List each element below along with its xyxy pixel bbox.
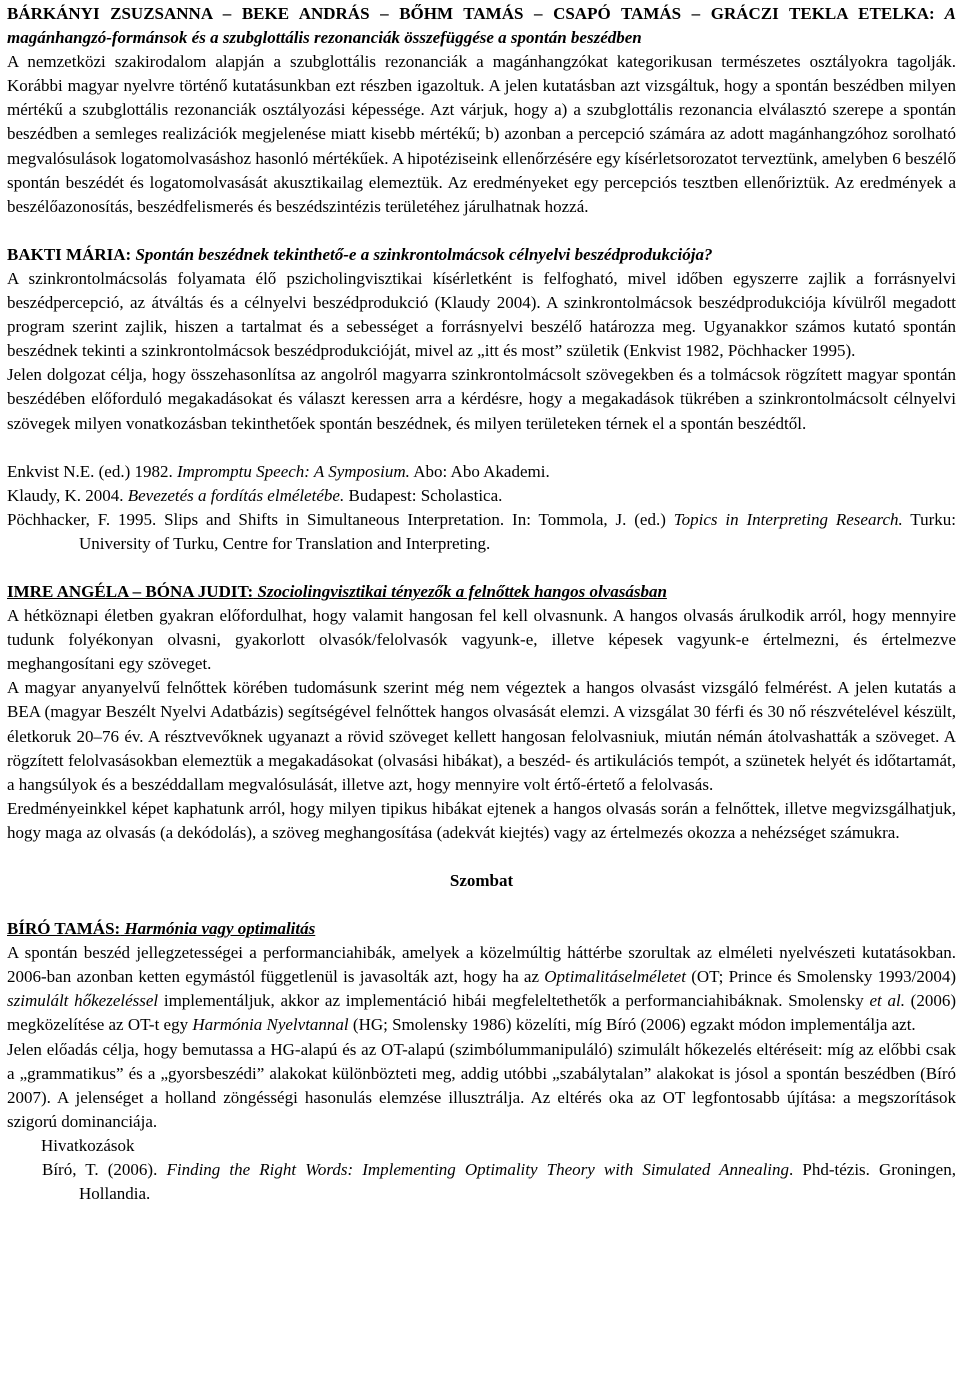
abstract-3: [7, 580, 956, 845]
abstract-4: [7, 917, 956, 1206]
abstract-4-authors: BÍRÓ TAMÁS:: [7, 919, 121, 939]
abstract-2: [7, 243, 956, 556]
abstract-2-paragraph-2: Jelen dolgozat célja, hogy összehasonlítsa az angolról magyarra szinkrontolmácsolt szövegekben és a tolmácsok rögzített magyar spontán beszédében előforduló megakadásokat és választ keressen arra a kérdésre, hogy a megakadások tükrében a szinkrontolmácsolt célnyelvi szövegek milyen vonatkozásban tekinthetőek spontán beszédnek, és milyen területeken térnek el a spontán beszédtől.: [7, 365, 956, 433]
day-heading: Szombat: [449, 871, 514, 890]
abstract-3-title: Szociolingvisztikai tényezők a felnőttek hangos olvasásban: [257, 581, 667, 601]
abstract-2-paragraph-1: A szinkrontolmácsolás folyamata élő pszicholingvisztikai kísérletként is felfogható, mivel időben egyszerre zajlik a forrásnyelvi beszédpercepció, az átváltás és a célnyelvi beszédprodukció (Klaudy 2004). A szinkrontolmácsok beszédprodukciója kívülről megadott program szerint zajlik, hiszen a tartalmat és a sebességet a forrásnyelvi beszélő határozza meg. Ugyanakkor számos kutató spontán beszédnek tekinti a szinkrontolmácsok beszédprodukcióját, mivel az „itt és most” születik (Enkvist 1982, Pöchhacker 1995).: [7, 268, 956, 361]
abstract-3-paragraph-3: Eredményeinkkel képet kaphatunk arról, hogy milyen tipikus hibákat ejtenek a hangos olvasás során a felnőttek, illetve megvizsgálhatjuk, hogy maga az olvasás (a dekódolás), a szöveg meghangosítása (adekvát kiejtés) vagy az értelmezés okozza a nehézséget számukra.: [7, 798, 956, 842]
reference-item: Bíró, T. (2006). Finding the Right Words: Implementing Optimality Theory with Simulated Annealing. Phd-tézis. Groningen, Hollandia.: [42, 1160, 956, 1204]
abstract-1-text: A nemzetközi szakirodalom alapján a szubglottális rezonanciák a magánhangzókat kategorikusan természetes osztályokra tagolják. Korábbi magyar nyelvre történő kutatásunkban ezt részben igazoltuk. A jelen kutatásban azt vizsgáltuk, hogy a spontán beszédben milyen mértékű a szubglottális rezonanciák osztályozási képessége. Azt várjuk, hogy a) a szubglottális rezonancia elválasztó szerepe a spontán beszédben a semleges realizációk megjelenése miatt kisebb mértékű; b) azonban a percepció számára az adott magánhangzóhoz sorolható megvalósulások logatomolvasáshoz hasonló mértékűek. A hipotéziseink ellenőrzésére egy kísérletsorozatot terveztünk, amelyben 6 beszélő spontán beszédét és logatomolvasását akusztikailag elemeztük. Az eredményeket egy percepciós tesztben ellenőriztük. Az eredmények a beszélőazonosítás, beszédfelismerés és beszédszintézis területéhez járulhatnak hozzá.: [7, 52, 956, 216]
abstract-3-heading: [7, 580, 956, 604]
abstract-1-heading: [7, 4, 956, 47]
references-label: Hivatkozások: [41, 1135, 135, 1155]
abstract-3-paragraph-1: A hétköznapi életben gyakran előfordulhat, hogy valamit hangosan fel kell olvasnunk. A hangos olvasás árulkodik arról, hogy mennyire tudunk folyékonyan olvasni, gyakorlott olvasók/felolvasók vagyunk-e, illetve képesek vagyunk-e értelmezni, és értelmezve meghangosítani egy szöveget.: [7, 606, 956, 674]
abstract-3-authors: IMRE ANGÉLA – BÓNA JUDIT:: [7, 581, 254, 601]
abstract-1-body: [7, 2, 956, 219]
reference-item: Pöchhacker, F. 1995. Slips and Shifts in Simultaneous Interpretation. In: Tommola, J. (ed.) Topics in Interpreting Research. Turku: University of Turku, Centre for Translation and Interpreting.: [7, 509, 956, 553]
abstract-4-heading: [7, 917, 956, 941]
abstract-2-references: [7, 460, 956, 556]
reference-item: Enkvist N.E. (ed.) 1982. Impromptu Speech: A Symposium. Abo: Abo Akademi.: [7, 461, 550, 481]
abstract-3-paragraph-2: A magyar anyanyelvű felnőttek körében tudomásunk szerint még nem végeztek a hangos olvasást vizsgáló felmérést. A jelen kutatás a BEA (magyar Beszélt Nyelvi Adatbázis) segítségével felnőttek hangos olvasását elemzi. A vizsgálat 30 férfi és 30 nő részvételével készült, életkoruk 20–76 év. A résztvevőknek ugyanazt a rövid szöveget kellett hangosan felolvasniuk, miután némán átolvashatták a szöveget. A rögzített felolvasásokban elemeztük a megakadásokat (olvasási hibákat), a beszéd- és artikulációs tempót, a szünetek helyét és időtartamát, a hangsúlyok és a beszéddallam megvalósulását, illetve azt, hogy mennyire volt értő-értető a felolvasás.: [7, 678, 956, 794]
abstract-2-title: Spontán beszédnek tekinthető-e a szinkrontolmácsok célnyelvi beszédprodukciója?: [135, 244, 713, 264]
abstract-4-paragraph-2: Jelen előadás célja, hogy bemutassa a HG-alapú és az OT-alapú (szimbólummanipuláló) szimulált hőkezelés eltéréseit: míg az előbbi csak a „grammatikus” és a „gyorsbeszédi” alakokat különbözteti meg, addig utóbbi „szabálytalan” alakokat is jósol a spontán beszédben (Bíró 2007). A jelenséget a holland zöngésségi hasonulás elemzése illusztrálja. Az eltérés oka az OT legfontosabb újítása: a megszorítások szigorú dominanciája.: [7, 1039, 956, 1131]
abstract-2-authors: BAKTI MÁRIA:: [7, 244, 132, 264]
abstract-2-heading: [7, 243, 956, 267]
abstract-1-title: A magánhangzó-formánsok és a szubglottális rezonanciák összefüggése a spontán beszédben: [7, 4, 956, 48]
abstract-1-authors: BÁRKÁNYI ZSUZSANNA – BEKE ANDRÁS – BŐHM TAMÁS – CSAPÓ TAMÁS – GRÁCZI TEKLA ETELKA:: [7, 4, 935, 23]
reference-item: Klaudy, K. 2004. Bevezetés a fordítás elméletébe. Budapest: Scholastica.: [7, 485, 503, 505]
abstract-4-paragraph-1: A spontán beszéd jellegzetességei a performanciahibák, amelyek a közelmúltig háttérbe szorultak az elméleti nyelvészeti kutatásokban. 2006-ban azonban ketten egymástól függetlenül is javasolták azt, hogy ha az Optimalitáselméletet (OT; Prince és Smolensky 1993/2004) szimulált hőkezeléssel implementáljuk, akkor az implementáció hibái megfeleltethetők a performanciahibáknak. Smolensky et al. (2006) megközelítése az OT-t egy Harmónia Nyelvtannal (HG; Smolensky 1986) közelíti, míg Bíró (2006) egzakt módon implementálja azt.: [7, 943, 956, 1035]
abstract-4-title: Harmónia vagy optimalitás: [124, 919, 316, 939]
